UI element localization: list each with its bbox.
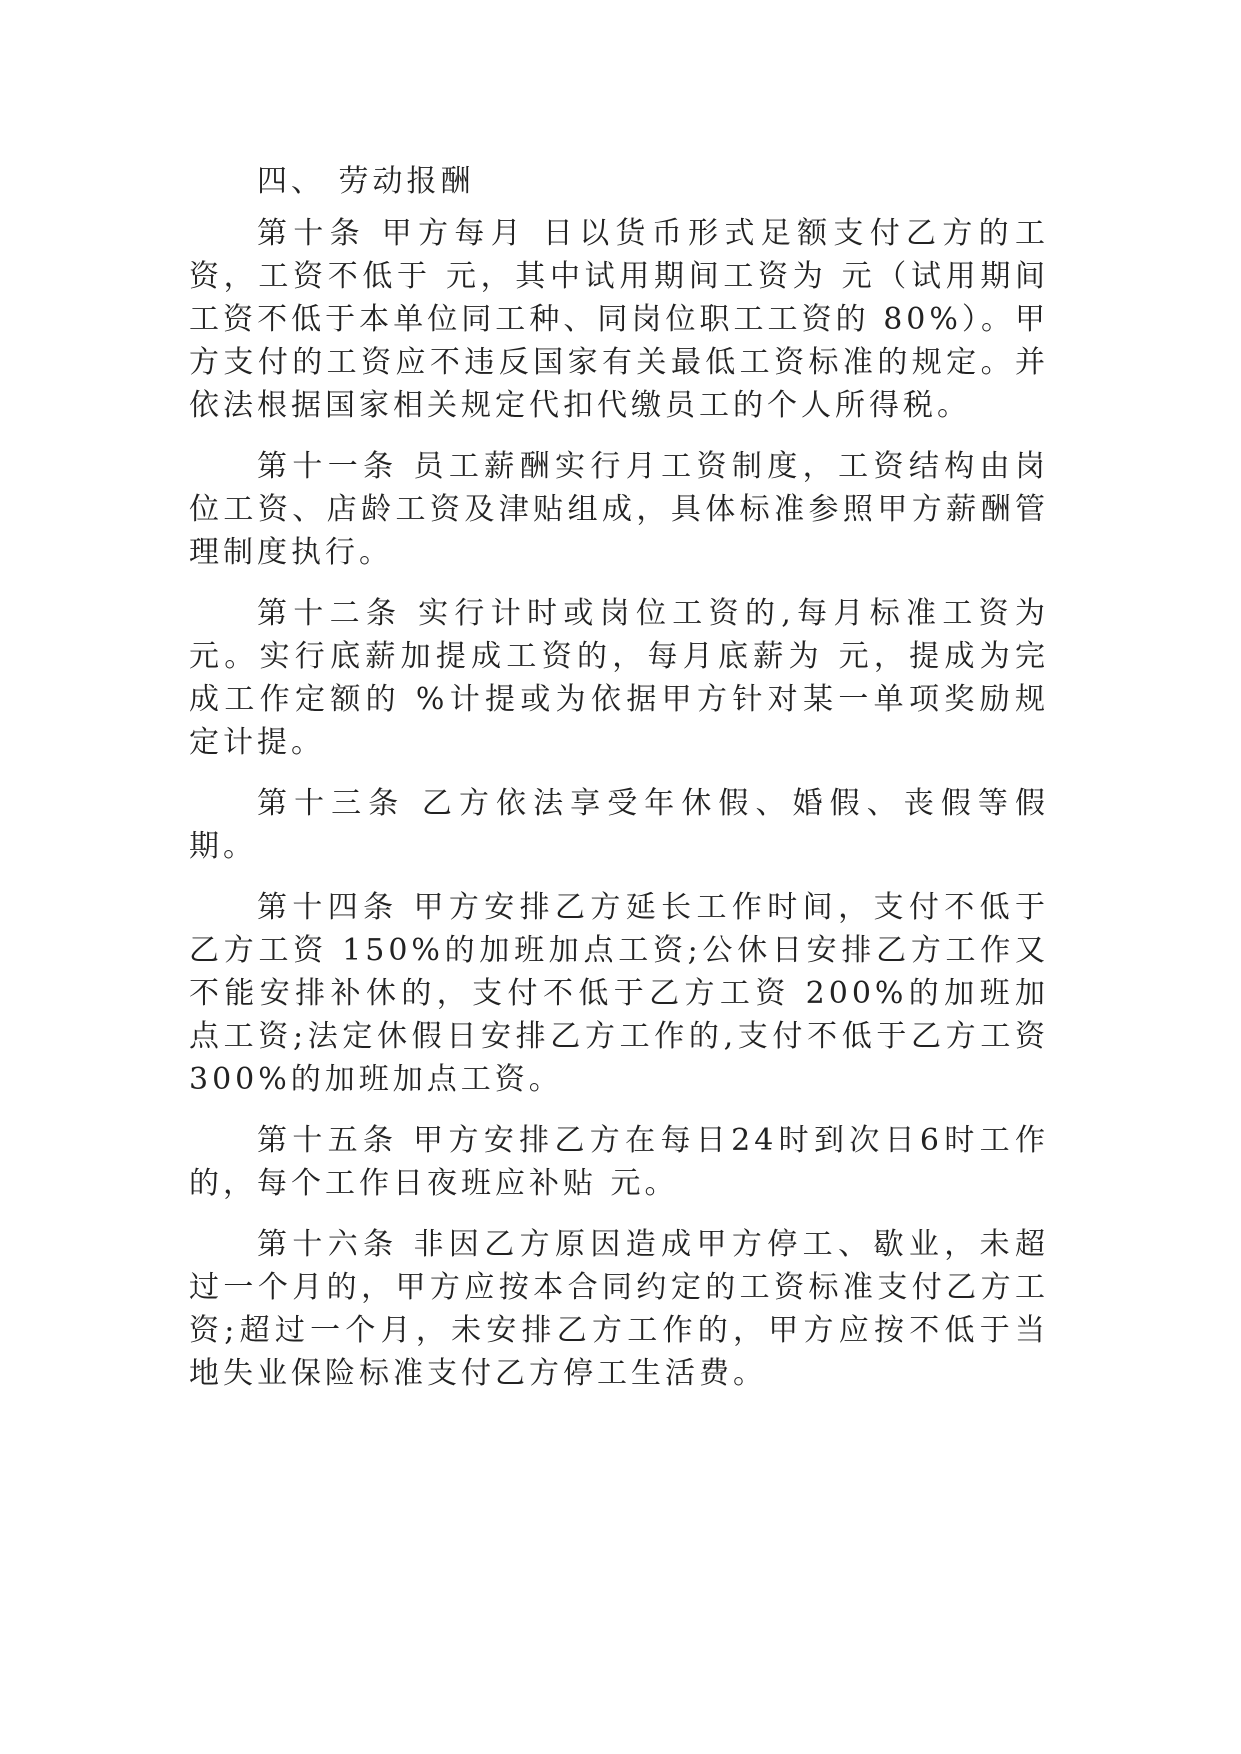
article-11: 第十一条 员工薪酬实行月工资制度，工资结构由岗位工资、店龄工资及津贴组成，具体标准参照甲方薪酬管理制度执行。 <box>189 449 1049 570</box>
article-10: 第十条 甲方每月 日以货币形式足额支付乙方的工资，工资不低于 元，其中试用期间工资为 元（试用期间工资不低于本单位同工种、同岗位职工工资的 80%）。甲方支付的工资应不违反国家有关最低工资标准的规定。并依法根据国家相关规定代扣代缴员工的个人所得税。 <box>189 216 1049 423</box>
article-16: 第十六条 非因乙方原因造成甲方停工、歇业，未超过一个月的，甲方应按本合同约定的工资标准支付乙方工资;超过一个月，未安排乙方工作的，甲方应按不低于当地失业保险标准支付乙方停工生活费。 <box>189 1227 1049 1391</box>
article-15: 第十五条 甲方安排乙方在每日24时到次日6时工作的，每个工作日夜班应补贴 元。 <box>189 1123 1049 1201</box>
document-body <box>189 160 1049 1413</box>
section-heading: 四、 劳动报酬 <box>257 164 475 199</box>
article-14: 第十四条 甲方安排乙方延长工作时间，支付不低于乙方工资 150%的加班加点工资;公休日安排乙方工作又不能安排补休的，支付不低于乙方工资 200%的加班加点工资;法定休假日安排乙方工作的,支付不低于乙方工资 300%的加班加点工资。 <box>189 890 1049 1097</box>
article-13: 第十三条 乙方依法享受年休假、婚假、丧假等假期。 <box>189 786 1049 864</box>
article-12: 第十二条 实行计时或岗位工资的,每月标准工资为 元。实行底薪加提成工资的，每月底薪为 元，提成为完成工作定额的 %计提或为依据甲方针对某一单项奖励规定计提。 <box>189 596 1049 760</box>
